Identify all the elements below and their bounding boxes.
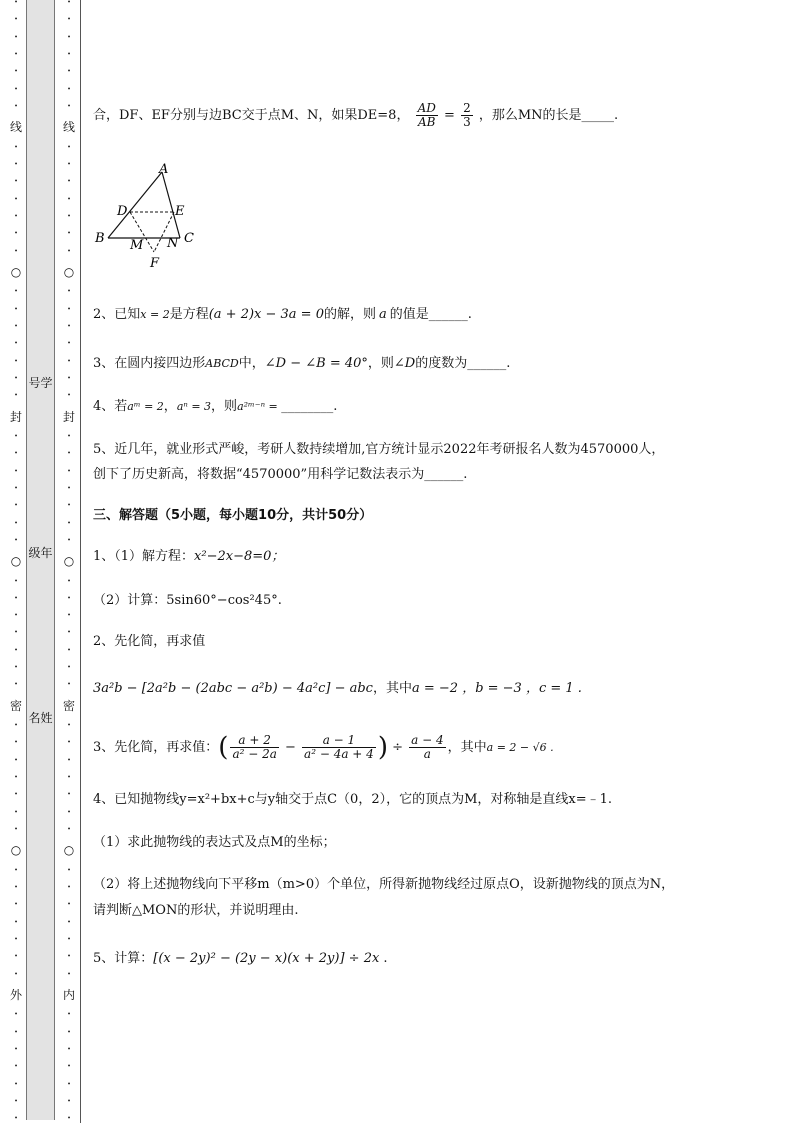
q3-angle-d: ∠D	[393, 356, 416, 371]
margin-dot: •	[67, 664, 71, 672]
fraction-denominator: AB	[418, 115, 436, 129]
q2-equation: (a + 2)x − 3a = 0	[208, 307, 324, 322]
fraction-denominator: a² − 2a	[232, 747, 277, 761]
q1a-equation: x²−2x−8=0；	[194, 549, 285, 564]
margin-dot: •	[14, 1115, 18, 1123]
fraction-ad-ab	[416, 102, 438, 129]
margin-label: ○	[63, 264, 75, 279]
margin-dot: •	[67, 901, 71, 909]
q3-quadrilateral: ABCD	[205, 357, 239, 370]
margin-dot: •	[67, 467, 71, 475]
margin-dot: •	[67, 826, 71, 834]
margin-dot: •	[14, 340, 18, 348]
q2-where: ，其中	[372, 681, 412, 696]
margin-dot: •	[67, 288, 71, 296]
margin-dot: •	[14, 392, 18, 400]
q1b-prefix: （2）计算：	[93, 593, 167, 608]
margin-dot: •	[67, 791, 71, 799]
solve-question-2-expression	[93, 680, 582, 698]
margin-dot: •	[14, 467, 18, 475]
q4-prefix: 4、若	[93, 399, 128, 414]
margin-dot: •	[14, 288, 18, 296]
q4-expression-am: aᵐ = 2	[127, 400, 164, 413]
margin-dot: •	[67, 374, 71, 382]
fraction-3	[409, 734, 445, 761]
strip-label-student-id: 号学	[28, 376, 53, 390]
solve-question-1-part-1	[93, 548, 284, 566]
margin-dot: •	[67, 432, 71, 440]
margin-label: ○	[10, 264, 22, 279]
margin-dot: •	[14, 901, 18, 909]
q3-angle-equation: ∠D − ∠B = 40°	[264, 356, 368, 371]
label-a: A	[159, 162, 169, 177]
margin-dot: •	[67, 953, 71, 961]
solve-question-3: 3、先化简，再求值：( $\frac{a + 2}{\text{a² − 2a}}$ − $\frac{a - 1}{\text{a² − 4a + 4}}$ ) ÷ $\frac{a - 4}{a}$ ，其中a = 2 − √6 .	[93, 732, 554, 763]
margin-dot: •	[67, 1098, 71, 1106]
margin-dot: •	[67, 1046, 71, 1054]
margin-dot: •	[14, 212, 18, 220]
margin-dot: •	[67, 212, 71, 220]
margin-dot: •	[14, 160, 18, 168]
fraction-numerator: AD	[417, 101, 436, 115]
margin-dot: •	[14, 33, 18, 41]
margin-dot: •	[14, 629, 18, 637]
fill-question-2	[93, 306, 472, 324]
label-m: M	[130, 238, 144, 253]
fraction-2	[302, 734, 376, 761]
margin-dot: •	[67, 594, 71, 602]
margin-dot: •	[14, 594, 18, 602]
margin-dot: •	[67, 918, 71, 926]
margin-dot: •	[14, 646, 18, 654]
inner-margin-column	[57, 0, 81, 1123]
fill-question-5-line-1: 5、近几年，就业形式严峻，考研人数持续增加,官方统计显示2022年考研报名人数为4570000人，	[93, 442, 665, 457]
margin-dot: •	[14, 1011, 18, 1019]
margin-dot: •	[67, 866, 71, 874]
margin-label: 线	[9, 120, 22, 135]
margin-dot: •	[67, 756, 71, 764]
margin-dot: •	[14, 1098, 18, 1106]
solve-question-4-line-4: 请判断△MON的形状，并说明理由.	[93, 903, 299, 918]
margin-dot: •	[14, 826, 18, 834]
margin-dot: •	[67, 646, 71, 654]
q3-end: 的度数为______.	[415, 356, 511, 371]
q1b-expression: 5sin60°−cos²45°	[166, 593, 278, 608]
label-n: N	[167, 236, 179, 251]
fraction-denominator: a² − 4a + 4	[304, 747, 374, 761]
q2-middle: 是方程	[169, 307, 209, 322]
margin-dot: •	[14, 519, 18, 527]
margin-dot: •	[67, 247, 71, 255]
q2-conditions: a = −2 ，b = −3 ，c = 1 .	[411, 681, 582, 696]
margin-dot: •	[14, 68, 18, 76]
margin-dot: •	[67, 612, 71, 620]
margin-dot: •	[67, 85, 71, 93]
margin-dot: •	[67, 519, 71, 527]
margin-dot: •	[14, 808, 18, 816]
q2-expression-x: x = 2	[140, 308, 170, 321]
q4-separator: ，	[163, 399, 177, 414]
minus-sign: −	[280, 740, 301, 755]
margin-dot: •	[14, 16, 18, 24]
margin-dot: •	[67, 230, 71, 238]
margin-dot: •	[67, 1063, 71, 1071]
q5-prefix: 5、计算：	[93, 951, 154, 966]
q2-post: 的解，则	[323, 307, 376, 322]
margin-dot: •	[14, 612, 18, 620]
margin-dot: •	[14, 936, 18, 944]
margin-dot: •	[67, 884, 71, 892]
margin-label: 外	[9, 988, 22, 1003]
margin-label: 线	[62, 120, 75, 135]
margin-dot: •	[14, 681, 18, 689]
margin-dot: •	[67, 502, 71, 510]
q3-where: ，其中	[447, 740, 487, 755]
q5-end: .	[379, 951, 388, 966]
margin-dot: •	[67, 936, 71, 944]
margin-dot: •	[14, 502, 18, 510]
fraction-1	[230, 734, 278, 761]
margin-label: 密	[62, 698, 75, 713]
fill-question-4	[93, 398, 337, 416]
margin-dot: •	[14, 450, 18, 458]
margin-dot: •	[67, 629, 71, 637]
triangle-figure	[92, 160, 212, 275]
q1b-end: .	[277, 593, 282, 608]
margin-dot: •	[14, 1063, 18, 1071]
label-b: B	[95, 231, 105, 246]
margin-dot: •	[67, 68, 71, 76]
label-f: F	[150, 256, 160, 271]
section-3-heading: 三、解答题（5小题，每小题10分，共计50分）	[93, 508, 373, 523]
q3-solve-prefix: 3、先化简，再求值：	[93, 740, 219, 755]
margin-dot: •	[14, 756, 18, 764]
margin-dot: •	[14, 866, 18, 874]
q4-expression-target: a²ᵐ⁻ⁿ =	[237, 400, 282, 413]
margin-dot: •	[14, 1080, 18, 1088]
margin-dot: •	[67, 739, 71, 747]
margin-label: 密	[9, 698, 22, 713]
margin-dot: •	[67, 577, 71, 585]
q5-expression: [(x − 2y)² − (2y − x)(x + 2y)] ÷ 2x	[153, 951, 380, 966]
margin-dot: •	[14, 791, 18, 799]
margin-label: 封	[9, 409, 22, 424]
solve-question-4-line-1: 4、已知抛物线y=x²+bx+c与y轴交于点C（0，2），它的顶点为M，对称轴是直线x=﹣1.	[93, 792, 613, 807]
strip-label-name: 名姓	[28, 711, 53, 725]
label-c: C	[184, 231, 194, 246]
margin-dot: •	[14, 536, 18, 544]
q3-middle: 中，	[238, 356, 265, 371]
margin-dot: •	[14, 374, 18, 382]
fraction-numerator: a − 1	[302, 734, 376, 748]
margin-dot: •	[67, 484, 71, 492]
margin-dot: •	[14, 577, 18, 585]
margin-dot: •	[14, 1046, 18, 1054]
fraction-denominator: 3	[463, 115, 471, 129]
margin-dot: •	[14, 85, 18, 93]
margin-dot: •	[67, 16, 71, 24]
fraction-two-thirds	[461, 102, 473, 129]
q2-end: 的值是______.	[389, 307, 472, 322]
margin-dot: •	[67, 305, 71, 313]
q2-variable: a	[379, 307, 387, 322]
label-e: E	[175, 204, 185, 219]
margin-dot: •	[14, 953, 18, 961]
margin-dot: •	[14, 143, 18, 151]
strip-label-class: 级年	[28, 546, 53, 560]
margin-dot: •	[14, 230, 18, 238]
fraction-numerator: a + 2	[230, 734, 278, 748]
margin-label: ○	[63, 554, 75, 569]
margin-label: 内	[62, 988, 75, 1003]
margin-dot: •	[14, 50, 18, 58]
solve-question-2-title: 2、先化简，再求值	[93, 634, 206, 649]
margin-label: 封	[62, 409, 75, 424]
margin-dot: •	[14, 918, 18, 926]
margin-dot: •	[67, 340, 71, 348]
fraction-numerator: a − 4	[411, 733, 444, 747]
margin-dot: •	[14, 0, 18, 6]
q3-prefix: 3、在圆内接四边形	[93, 356, 206, 371]
margin-label: ○	[10, 843, 22, 858]
margin-dot: •	[14, 664, 18, 672]
fill-question-3	[93, 355, 510, 373]
margin-dot: •	[67, 195, 71, 203]
q4-end: ________.	[281, 399, 338, 414]
margin-dot: •	[67, 178, 71, 186]
margin-dot: •	[14, 247, 18, 255]
margin-dot: •	[14, 722, 18, 730]
margin-dot: •	[67, 322, 71, 330]
margin-dot: •	[67, 774, 71, 782]
margin-dot: •	[67, 102, 71, 110]
margin-dot: •	[14, 432, 18, 440]
division-sign: ÷	[387, 740, 408, 755]
margin-dot: •	[67, 160, 71, 168]
margin-dot: •	[67, 536, 71, 544]
prev-question-end: ，那么MN的长是_____.	[478, 108, 619, 123]
margin-dot: •	[14, 774, 18, 782]
margin-dot: •	[14, 357, 18, 365]
fraction-numerator: 2	[463, 101, 471, 115]
margin-border-line	[80, 0, 81, 1123]
solve-question-1-part-2	[93, 592, 282, 610]
prev-question-text: 合，DF、EF分别与边BC交于点M、N，如果DE=8，	[93, 108, 410, 123]
fill-question-5-line-2: 创下了历史新高，将数据“4570000”用科学记数法表示为______.	[93, 467, 468, 482]
margin-dot: •	[14, 102, 18, 110]
margin-dot: •	[14, 970, 18, 978]
margin-dot: •	[14, 178, 18, 186]
margin-label: ○	[10, 554, 22, 569]
prev-question-line	[93, 102, 618, 129]
label-d: D	[117, 204, 128, 219]
q4-middle: ，则	[211, 399, 238, 414]
q4-expression-an: aⁿ = 3	[176, 400, 212, 413]
q3-post: ，则	[367, 356, 394, 371]
margin-dot: •	[67, 143, 71, 151]
margin-dot: •	[67, 450, 71, 458]
margin-dot: •	[14, 884, 18, 892]
q1a-prefix: 1、（1）解方程：	[93, 549, 195, 564]
margin-dot: •	[14, 739, 18, 747]
margin-dot: •	[14, 1028, 18, 1036]
margin-dot: •	[14, 484, 18, 492]
margin-dot: •	[67, 970, 71, 978]
solve-question-4-line-3: （2）将上述抛物线向下平移m（m>0）个单位，所得新抛物线经过原点O，设新抛物线的顶点为N，	[93, 877, 675, 892]
margin-dot: •	[67, 808, 71, 816]
margin-dot: •	[67, 1028, 71, 1036]
margin-label: ○	[63, 843, 75, 858]
margin-dot: •	[67, 0, 71, 6]
q3-condition: a = 2 − √6 .	[486, 741, 554, 754]
margin-dot: •	[67, 1080, 71, 1088]
student-info-strip	[26, 0, 55, 1120]
margin-dot: •	[14, 195, 18, 203]
solve-question-5	[93, 950, 388, 968]
margin-dot: •	[14, 322, 18, 330]
margin-dot: •	[67, 357, 71, 365]
margin-dot: •	[67, 722, 71, 730]
margin-dot: •	[67, 392, 71, 400]
margin-dot: •	[67, 50, 71, 58]
q2-simplify-expression: 3a²b − [2a²b − (2abc − a²b) − 4a²c] − abc	[93, 681, 373, 696]
margin-dot: •	[14, 305, 18, 313]
equals-sign: =	[444, 108, 460, 123]
margin-dot: •	[67, 681, 71, 689]
outer-margin-column	[4, 0, 28, 1123]
margin-dot: •	[67, 1011, 71, 1019]
margin-dot: •	[67, 33, 71, 41]
solve-question-4-line-2: （1）求此抛物线的表达式及点M的坐标；	[93, 835, 336, 850]
fraction-denominator: a	[423, 747, 431, 761]
q2-prefix: 2、已知	[93, 307, 141, 322]
margin-dot: •	[67, 1115, 71, 1123]
